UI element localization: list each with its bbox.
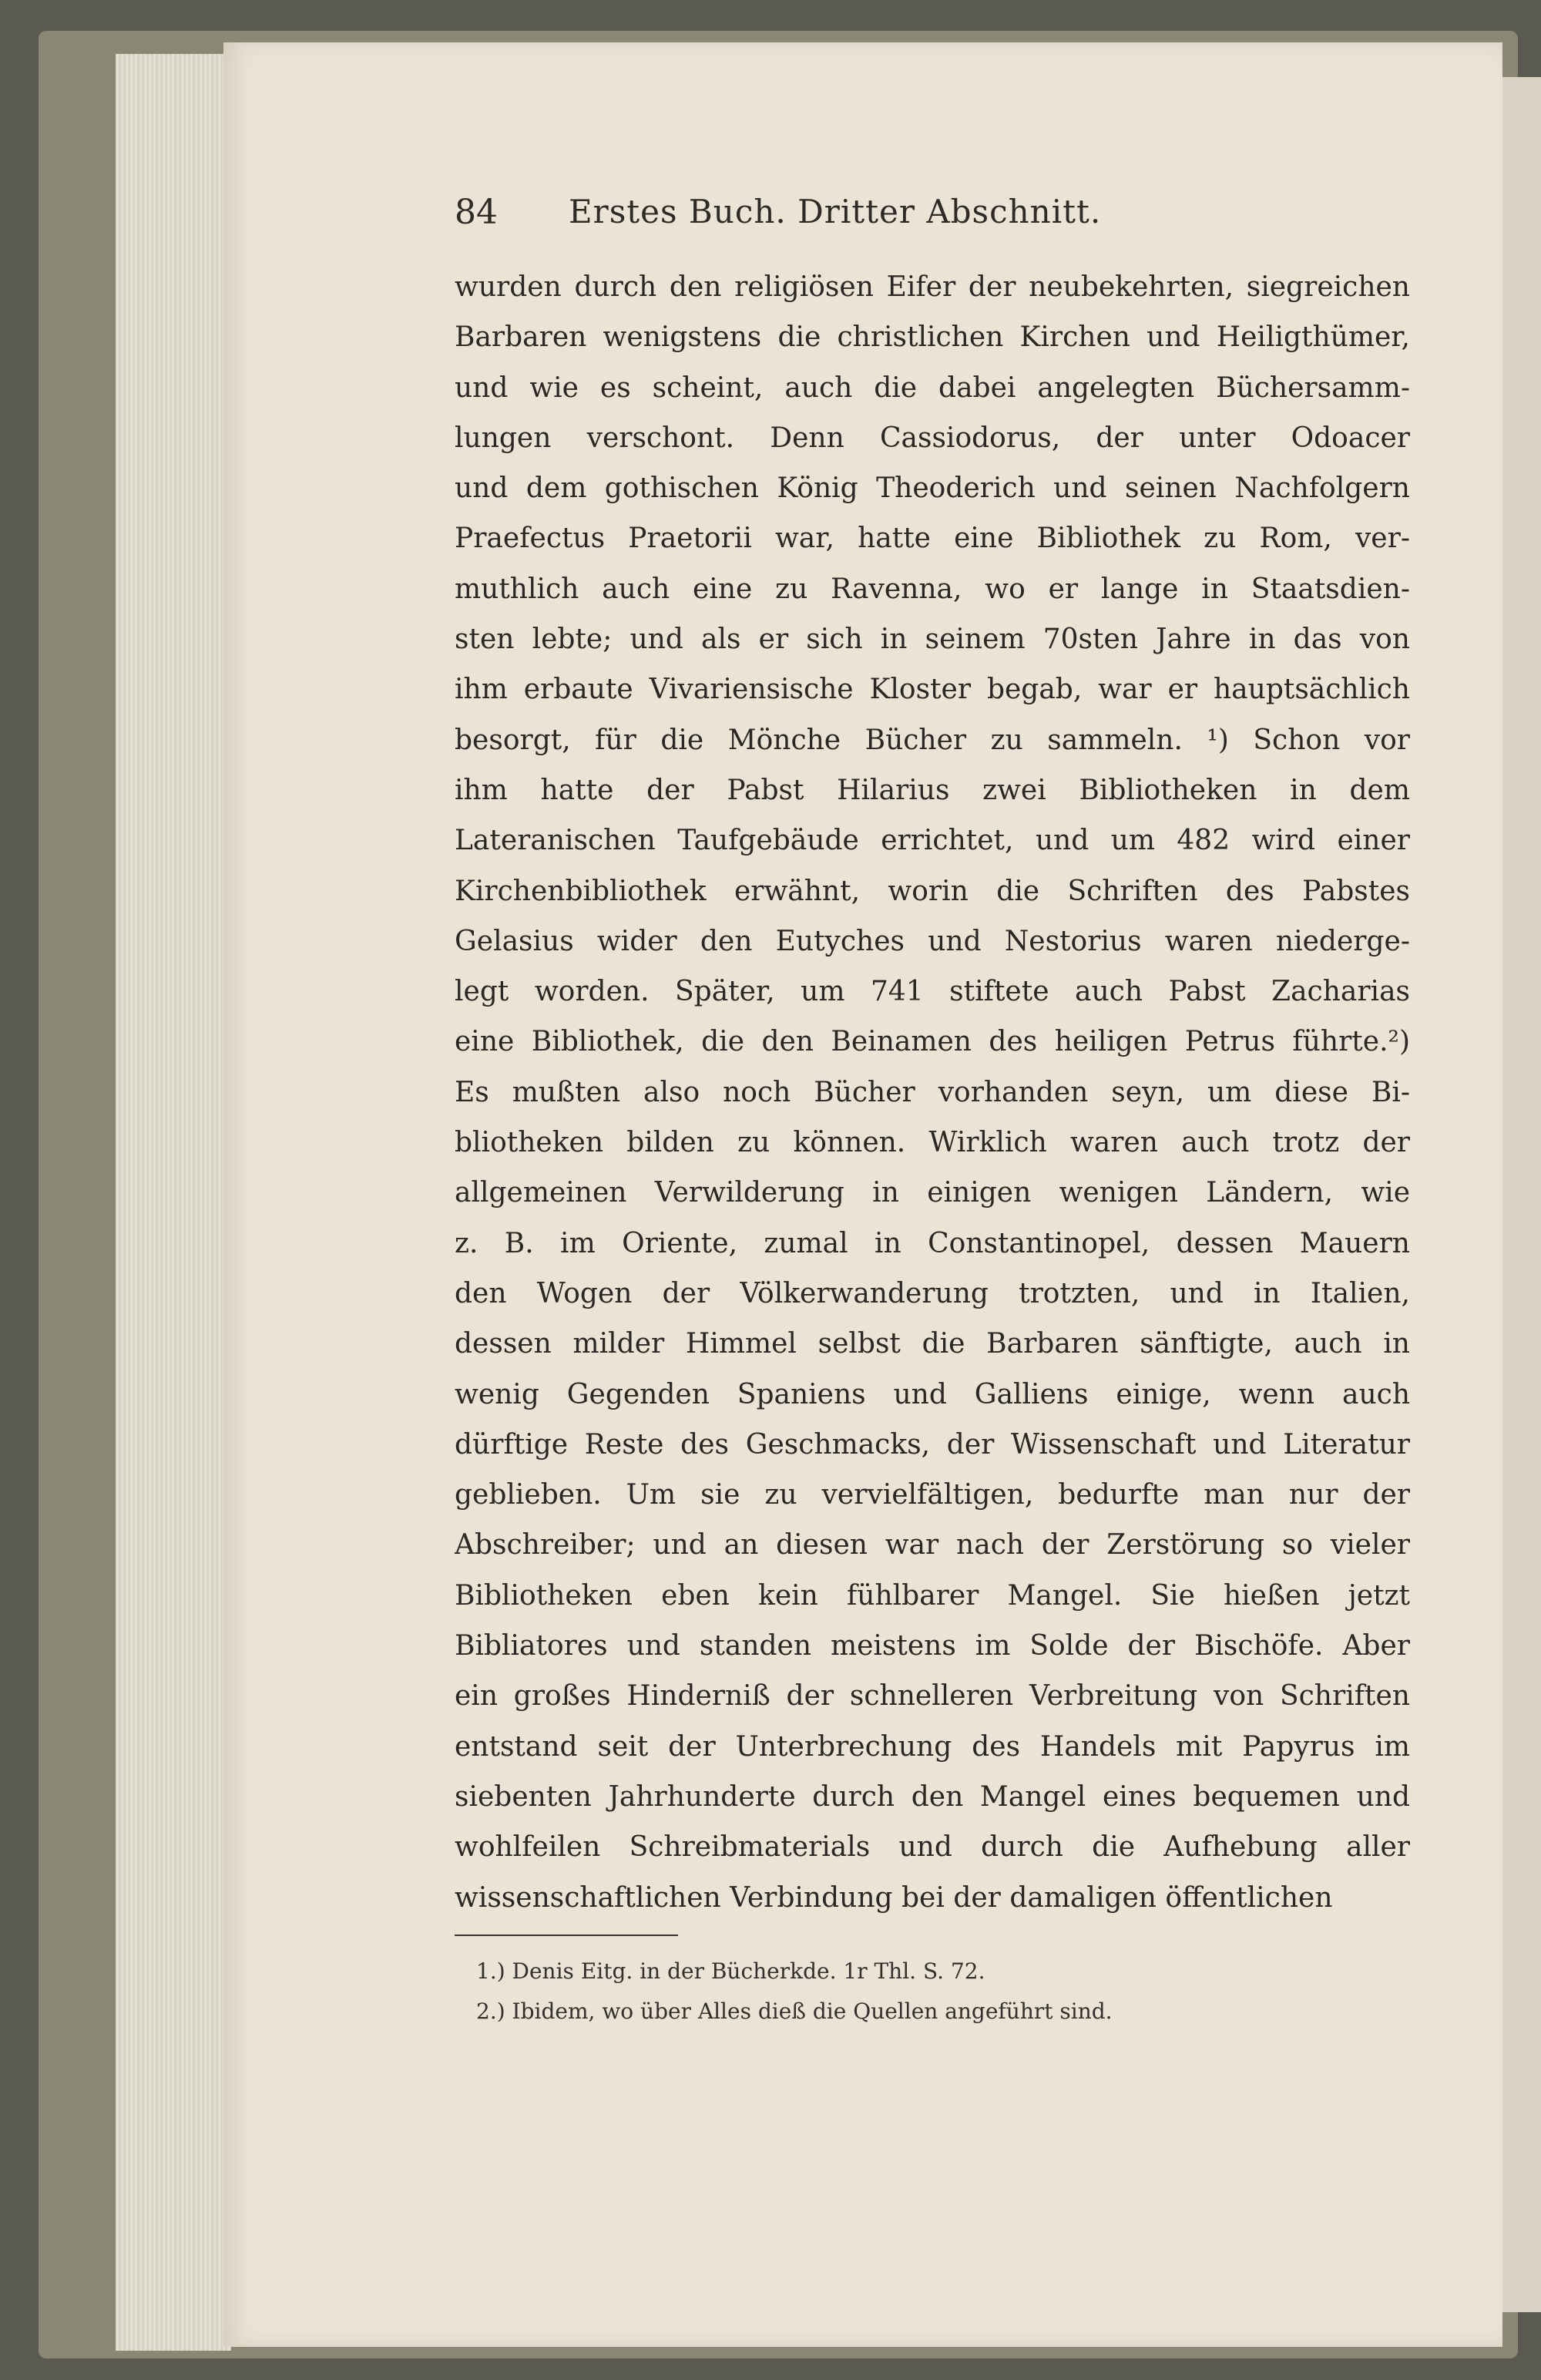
text-line: Bibliatores und standen meistens im Solde der Bischöfe. Aber bbox=[455, 1630, 1410, 1662]
footnotes bbox=[476, 1951, 1401, 2032]
text-line: und wie es scheint, auch die dabei angelegten Büchersamm- bbox=[455, 371, 1410, 404]
page-stack-edge bbox=[116, 54, 231, 2351]
text-line: dessen milder Himmel selbst die Barbaren sänftigte, auch in bbox=[455, 1328, 1410, 1360]
footnote: 1.) Denis Eitg. in der Bücherkde. 1r Thl. S. 72. bbox=[476, 1958, 985, 1984]
text-line: den Wogen der Völkerwanderung trotzten, und in Italien, bbox=[455, 1277, 1410, 1309]
facing-page-edge bbox=[1502, 77, 1541, 2312]
text-line: sten lebte; und als er sich in seinem 70sten Jahre in das von bbox=[455, 624, 1410, 656]
text-line: dürftige Reste des Geschmacks, der Wissenschaft und Literatur bbox=[455, 1428, 1410, 1461]
footnote: 2.) Ibidem, wo über Alles dieß die Quellen angeführt sind. bbox=[476, 1998, 1113, 2024]
text-line: bliotheken bilden zu können. Wirklich waren auch trotz der bbox=[455, 1127, 1410, 1159]
text-line: muthlich auch eine zu Ravenna, wo er lange in Staatsdien- bbox=[455, 573, 1410, 605]
text-line: Bibliotheken eben kein fühlbarer Mangel. Sie hießen jetzt bbox=[455, 1579, 1410, 1612]
text-line: ein großes Hinderniß der schnelleren Verbreitung von Schriften bbox=[455, 1680, 1410, 1713]
text-line: entstand seit der Unterbrechung des Handels mit Papyrus im bbox=[455, 1730, 1410, 1763]
text-line: wenig Gegenden Spaniens und Galliens einige, wenn auch bbox=[455, 1378, 1410, 1410]
text-line: besorgt, für die Mönche Bücher zu sammeln. ¹) Schon vor bbox=[455, 724, 1410, 756]
text-line: allgemeinen Verwilderung in einigen wenigen Ländern, wie bbox=[455, 1177, 1410, 1209]
text-line: Praefectus Praetorii war, hatte eine Bibliothek zu Rom, ver- bbox=[455, 523, 1410, 555]
running-head: Erstes Buch. Dritter Abschnitt. bbox=[569, 193, 1102, 230]
text-line: wurden durch den religiösen Eifer der neubekehrten, siegreichen bbox=[455, 271, 1410, 303]
text-line: wissenschaftlichen Verbindung bei der damaligen öffentlichen bbox=[455, 1881, 1333, 1914]
page-number: 84 bbox=[455, 193, 498, 232]
text-line: Kirchenbibliothek erwähnt, worin die Schriften des Pabstes bbox=[455, 875, 1410, 907]
text-line: Gelasius wider den Eutyches und Nestorius waren niederge- bbox=[455, 925, 1410, 957]
text-line: Abschreiber; und an diesen war nach der Zerstörung so vieler bbox=[455, 1529, 1410, 1561]
text-line: Es mußten also noch Bücher vorhanden seyn, um diese Bi- bbox=[455, 1076, 1410, 1108]
text-line: siebenten Jahrhunderte durch den Mangel eines bequemen und bbox=[455, 1780, 1410, 1813]
body-text bbox=[455, 262, 1410, 1923]
text-line: wohlfeilen Schreibmaterials und durch die Aufhebung aller bbox=[455, 1831, 1410, 1864]
text-line: z. B. im Oriente, zumal in Constantinopel, dessen Mauern bbox=[455, 1227, 1410, 1259]
footnote-rule bbox=[455, 1935, 678, 1936]
text-line: ihm hatte der Pabst Hilarius zwei Bibliotheken in dem bbox=[455, 774, 1410, 806]
text-line: geblieben. Um sie zu vervielfältigen, bedurfte man nur der bbox=[455, 1479, 1410, 1511]
text-line: legt worden. Später, um 741 stiftete auch Pabst Zacharias bbox=[455, 976, 1410, 1008]
text-line: Barbaren wenigstens die christlichen Kirchen und Heiligthümer, bbox=[455, 321, 1410, 354]
text-line: lungen verschont. Denn Cassiodorus, der unter Odoacer bbox=[455, 422, 1410, 454]
text-line: und dem gothischen König Theoderich und seinen Nachfolgern bbox=[455, 472, 1410, 505]
text-line: ihm erbaute Vivariensische Kloster begab, war er hauptsächlich bbox=[455, 674, 1410, 706]
text-line: Lateranischen Taufgebäude errichtet, und um 482 wird einer bbox=[455, 825, 1410, 857]
text-line: eine Bibliothek, die den Beinamen des heiligen Petrus führte.²) bbox=[455, 1026, 1410, 1058]
page-header bbox=[455, 193, 1402, 247]
